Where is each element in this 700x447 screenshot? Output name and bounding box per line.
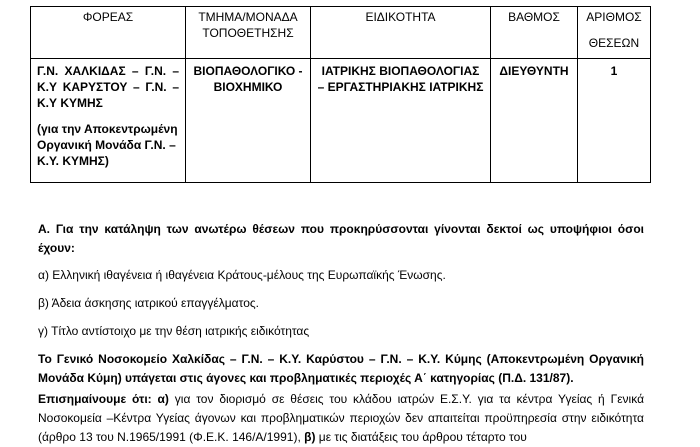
requirement-c: γ) Τίτλο αντίστοιχο με την θέση ιατρικής ειδικότητας — [38, 324, 310, 338]
cell-agency — [31, 59, 186, 183]
header-unit-line1: ΤΜΗΜΑ/ΜΟΝΑΔΑ — [198, 10, 298, 24]
header-unit — [186, 7, 311, 59]
agency-note: (για την Αποκεντρωμένη Οργανική Μονάδα Γ.Ν. – Κ.Υ. ΚΥΜΗΣ) — [37, 122, 178, 168]
table-row — [31, 59, 651, 183]
agency-text: Γ.Ν. ΧΑΛΚΙΔΑΣ – Γ.Ν. – Κ.Υ ΚΑΡΥΣΤΟΥ – Γ.Ν. – Κ.Υ ΚΥΜΗΣ — [37, 64, 179, 110]
requirement-b: β) Άδεια άσκησης ιατρικού επαγγέλματος. — [38, 296, 259, 310]
header-positions-line1: ΑΡΙΘΜΟΣ — [586, 10, 642, 24]
positions-table — [30, 6, 651, 183]
header-unit-line2: ΤΟΠΟΘΕΤΗΣΗΣ — [202, 26, 294, 40]
header-specialty: ΕΙΔΙΚΟΤΗΤΑ — [311, 7, 491, 59]
cell-positions: 1 — [578, 59, 651, 183]
requirements-intro: Α. Για την κατάληψη των ανωτέρω θέσεων που προκηρύσσονται γίνονται δεκτοί ως υποψήφιοι όσοι έχουν: — [38, 222, 644, 255]
cell-grade: ΔΙΕΥΘΥΝΤΗ — [491, 59, 578, 183]
emphasis-b-marker: β) — [304, 430, 316, 444]
requirement-a: α) Ελληνική ιθαγένεια ή ιθαγένεια Κράτους-μέλους της Ευρωπαϊκής Ένωσης. — [38, 268, 446, 282]
emphasis-lead: Επισημαίνουμε ότι: α) — [38, 392, 169, 406]
cell-unit: ΒΙΟΠΑΘΟΛΟΓΙΚΟ - ΒΙΟΧΗΜΙΚΟ — [186, 59, 311, 183]
emphasis-part2: με τις διατάξεις του άρθρου τέταρτο του — [315, 430, 527, 444]
header-positions-line2: ΘΕΣΕΩΝ — [588, 36, 640, 50]
header-grade: ΒΑΘΜΟΣ — [491, 7, 578, 59]
table-header-row — [31, 7, 651, 59]
emphasis-paragraph — [38, 390, 644, 447]
header-agency: ΦΟΡΕΑΣ — [31, 7, 186, 59]
header-positions — [578, 7, 651, 59]
emphasis-part1: για τον διορισμό σε θέσεις του κλάδου ιατρών Ε.Σ.Υ. για τα κέντρα Υγείας ή Γενικά Νοσοκομεία –Κέντρα Υγείας άγονων και προβληματικών περιοχών δεν απαιτείται προϋπηρεσία στην ειδικότητα (άρθρο 13 του Ν.1965/1991 (Φ.Ε.Κ. 146/Α/1991), — [38, 392, 645, 444]
cell-specialty: ΙΑΤΡΙΚΗΣ ΒΙΟΠΑΘΟΛΟΓΙΑΣ – ΕΡΓΑΣΤΗΡΙΑΚΗΣ ΙΑΤΡΙΚΗΣ — [311, 59, 491, 183]
hospital-category-paragraph: Το Γενικό Νοσοκομείο Χαλκίδας – Γ.Ν. – Κ.Υ. Καρύστου – Γ.Ν. – Κ.Υ. Κύμης (Αποκεντρωμένη Οργανική Μονάδα Κύμη) υπάγεται στις άγονες και προβληματικές περιοχές Α΄ κατηγορίας (Π.Δ. 131/87). — [38, 352, 644, 385]
